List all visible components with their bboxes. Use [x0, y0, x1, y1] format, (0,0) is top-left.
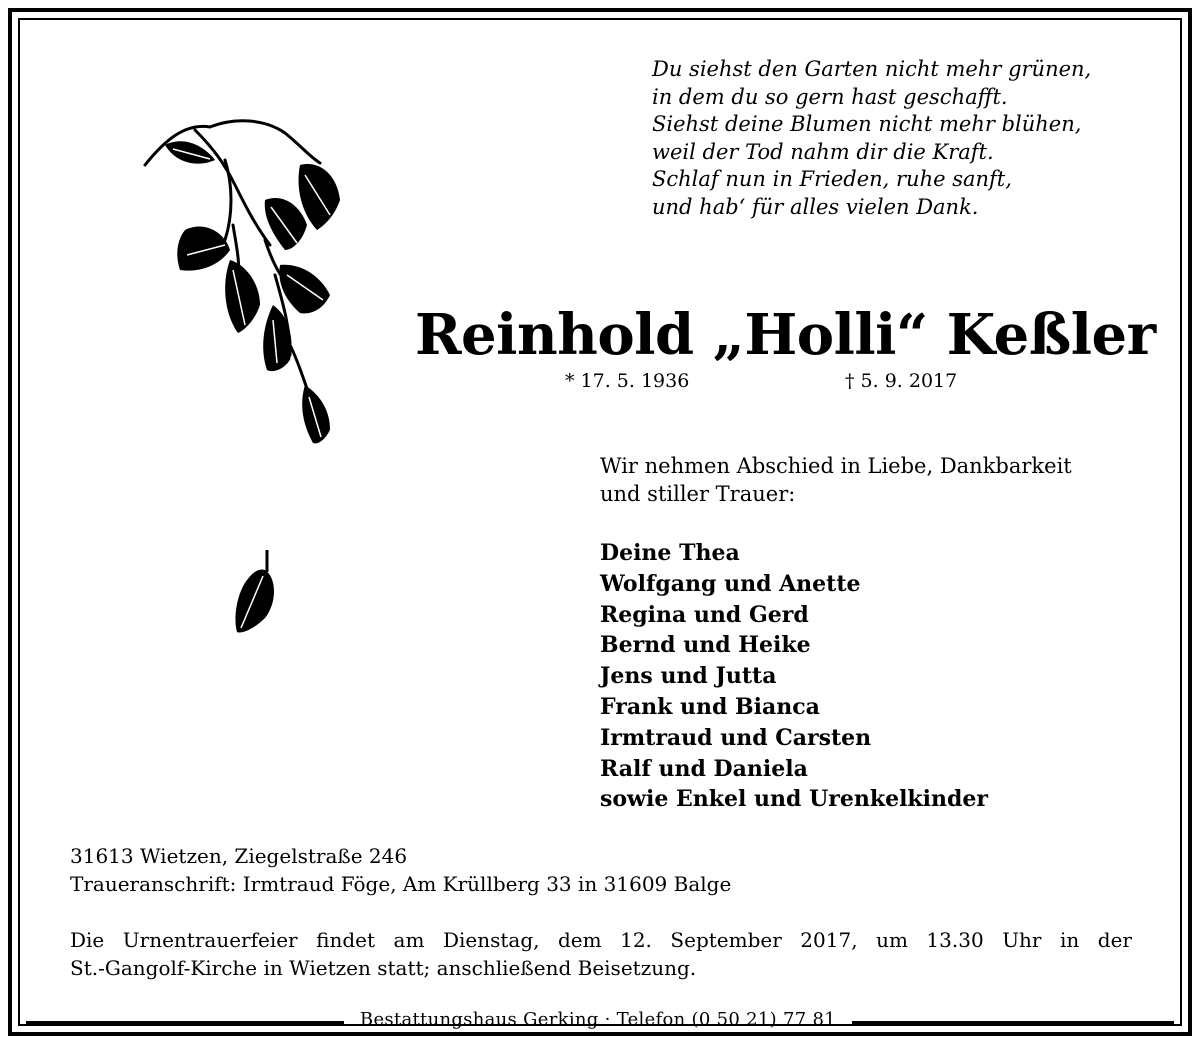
poem-line: Siehst deine Blumen nicht mehr blühen, — [652, 112, 1082, 136]
falling-leaf-icon — [225, 548, 285, 638]
home-address: 31613 Wietzen, Ziegelstraße 246 — [70, 844, 408, 868]
mourner-entry: Deine Thea — [600, 540, 740, 566]
mourner-entry: sowie Enkel und Urenkelkinder — [600, 786, 988, 813]
poem-line: und hab‘ für alles vielen Dank. — [652, 194, 979, 219]
mourner-entry: Jens und Jutta — [600, 663, 777, 690]
farewell-text — [600, 452, 1160, 508]
mourner-entry: Bernd und Heike — [600, 632, 811, 659]
death-date: † 5. 9. 2017 — [845, 370, 958, 392]
birth-date: * 17. 5. 1936 — [565, 370, 690, 392]
poem-line: weil der Tod nahm dir die Kraft. — [652, 139, 994, 164]
mourner-entry: Regina und Gerd — [600, 601, 809, 628]
ceremony-info — [70, 926, 1132, 982]
mourning-address: Traueranschrift: Irmtraud Föge, Am Krüllberg 33 in 31609 Balge — [70, 872, 732, 896]
farewell-line: Wir nehmen Abschied in Liebe, Dankbarkeit — [600, 454, 1072, 478]
poem-line: Schlaf nun in Frieden, ruhe sanft, — [652, 167, 1012, 191]
deceased-name: Reinhold „Holli“ Keßler — [415, 302, 1156, 368]
mourner-entry: Frank und Bianca — [600, 693, 820, 720]
memorial-poem — [652, 56, 1172, 221]
leaf-branch-icon — [125, 105, 365, 450]
ceremony-line: St.-Gangolf-Kirche in Wietzen statt; anschließend Beisetzung. — [70, 956, 697, 980]
ceremony-line: Die Urnentrauerfeier findet am Dienstag, dem 12. September 2017, um 13.30 Uhr in der — [70, 928, 1132, 952]
footer-rule-left — [26, 1021, 344, 1026]
footer-rule-right — [852, 1021, 1174, 1026]
mourner-entry: Wolfgang und Anette — [600, 570, 861, 597]
poem-line: in dem du so gern hast geschafft. — [652, 84, 1008, 109]
mourner-entry: Irmtraud und Carsten — [600, 724, 872, 751]
mourner-entry: Ralf und Daniela — [600, 755, 808, 782]
funeral-home-footer: Bestattungshaus Gerking · Telefon (0 50 21) 77 81 — [359, 1009, 837, 1030]
mourners-list — [600, 538, 1160, 815]
poem-line: Du siehst den Garten nicht mehr grünen, — [652, 57, 1092, 81]
farewell-line: und stiller Trauer: — [600, 482, 796, 506]
address-block — [70, 842, 1150, 898]
